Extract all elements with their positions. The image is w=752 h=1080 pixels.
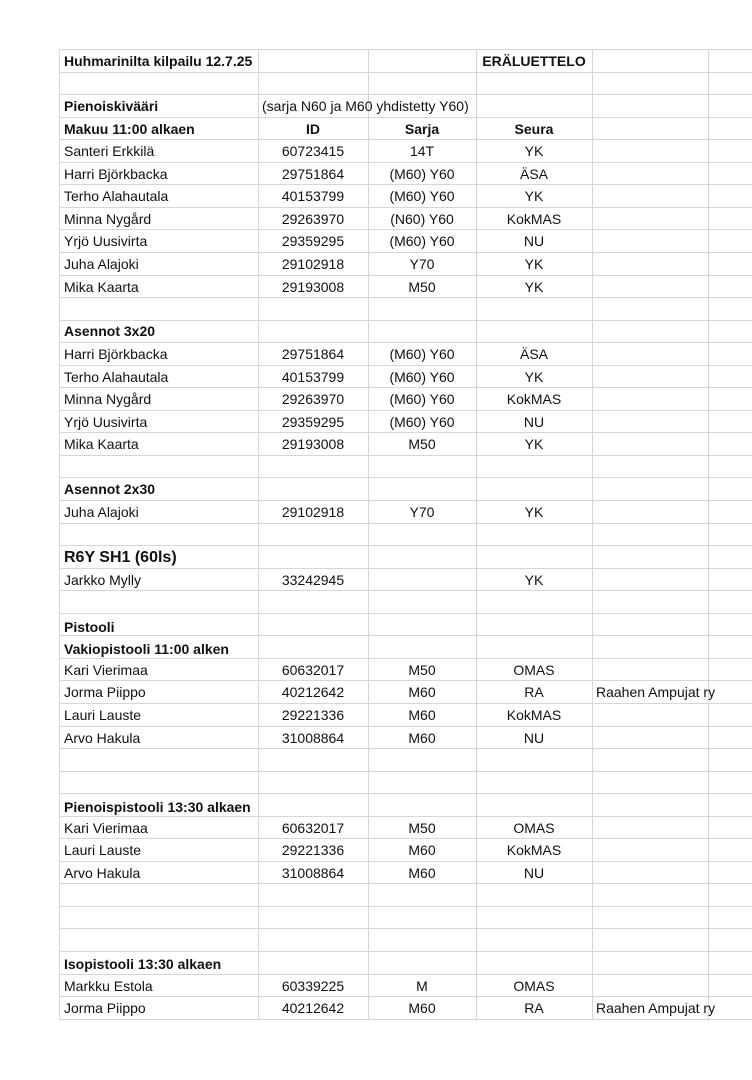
- participant-class[interactable]: [368, 569, 476, 591]
- asennot2x30-title[interactable]: Asennot 2x30: [64, 481, 156, 497]
- participant-class[interactable]: M60: [408, 865, 436, 881]
- participant-club[interactable]: ÄSA: [519, 166, 548, 182]
- participant-club[interactable]: YK: [524, 188, 544, 204]
- participant-club[interactable]: OMAS: [513, 820, 555, 836]
- participant-club[interactable]: KokMAS: [506, 707, 562, 723]
- column-header-id[interactable]: ID: [306, 121, 320, 137]
- grid-vline: [59, 49, 60, 1019]
- participant-club[interactable]: YK: [524, 279, 544, 295]
- participant-id[interactable]: 29221336: [281, 842, 345, 858]
- participant-name[interactable]: Jarkko Mylly: [64, 572, 142, 588]
- participant-id[interactable]: 60632017: [281, 662, 345, 678]
- participant-class[interactable]: (M60) Y60: [389, 188, 455, 204]
- participant-club[interactable]: OMAS: [513, 662, 555, 678]
- participant-club[interactable]: NU: [523, 865, 545, 881]
- participant-class[interactable]: (M60) Y60: [389, 166, 455, 182]
- participant-id[interactable]: 29359295: [281, 414, 345, 430]
- participant-name[interactable]: Harri Björkbacka: [64, 346, 168, 362]
- grid-hline: [59, 477, 752, 478]
- participant-class[interactable]: (M60) Y60: [389, 369, 455, 385]
- grid-hline: [59, 523, 752, 524]
- participant-club[interactable]: KokMAS: [506, 391, 562, 407]
- participant-class[interactable]: (N60) Y60: [390, 211, 454, 227]
- participant-id[interactable]: 29263970: [281, 391, 345, 407]
- grid-hline: [59, 320, 752, 321]
- participant-class[interactable]: (M60) Y60: [389, 414, 455, 430]
- participant-club-note[interactable]: Raahen Ampujat ry: [596, 684, 716, 700]
- participant-class[interactable]: M50: [408, 662, 436, 678]
- asennot3x20-title[interactable]: Asennot 3x20: [64, 323, 156, 339]
- participant-name[interactable]: Jorma Piippo: [64, 1000, 146, 1016]
- participant-id[interactable]: 29751864: [281, 346, 345, 362]
- participant-name[interactable]: Juha Alajoki: [64, 504, 139, 520]
- participant-name[interactable]: Lauri Lauste: [64, 842, 142, 858]
- participant-id[interactable]: 29263970: [281, 211, 345, 227]
- participant-club[interactable]: KokMAS: [506, 211, 562, 227]
- grid-hline: [59, 771, 752, 772]
- participant-name[interactable]: Harri Björkbacka: [64, 166, 168, 182]
- participant-club[interactable]: RA: [524, 684, 544, 700]
- grid-vline: [592, 49, 593, 1019]
- participant-name[interactable]: Minna Nygård: [64, 391, 152, 407]
- participant-club[interactable]: OMAS: [513, 978, 555, 994]
- isopistooli-title[interactable]: Isopistooli 13:30 alkaen: [64, 956, 222, 972]
- participant-class[interactable]: (M60) Y60: [389, 391, 455, 407]
- sheet-title[interactable]: Huhmarinilta kilpailu 12.7.25: [64, 53, 253, 69]
- participant-club[interactable]: YK: [524, 143, 544, 159]
- participant-id[interactable]: 29751864: [281, 166, 345, 182]
- participant-class[interactable]: M50: [408, 279, 436, 295]
- participant-id[interactable]: 29193008: [281, 436, 345, 452]
- grid-hline: [59, 1019, 752, 1020]
- grid-hline: [59, 906, 752, 907]
- participant-name[interactable]: Arvo Hakula: [64, 730, 141, 746]
- participant-id[interactable]: 40153799: [281, 188, 345, 204]
- grid-hline: [59, 951, 752, 952]
- participant-id[interactable]: 31008864: [281, 730, 345, 746]
- column-header-class[interactable]: Sarja: [404, 121, 440, 137]
- participant-class[interactable]: M50: [408, 820, 436, 836]
- participant-name[interactable]: Arvo Hakula: [64, 865, 141, 881]
- participant-class[interactable]: M50: [408, 436, 436, 452]
- participant-club[interactable]: NU: [523, 233, 545, 249]
- participant-class[interactable]: 14T: [409, 143, 435, 159]
- participant-class[interactable]: M: [416, 978, 428, 994]
- participant-name[interactable]: Lauri Lauste: [64, 707, 142, 723]
- participant-class[interactable]: M60: [408, 684, 436, 700]
- participant-club[interactable]: NU: [523, 730, 545, 746]
- participant-name[interactable]: Kari Vierimaa: [64, 820, 148, 836]
- participant-id[interactable]: 29193008: [281, 279, 345, 295]
- participant-name[interactable]: Kari Vierimaa: [64, 662, 148, 678]
- participant-name[interactable]: Terho Alahautala: [64, 188, 169, 204]
- grid-vline: [708, 49, 709, 1019]
- participant-name[interactable]: Markku Estola: [64, 978, 153, 994]
- participant-id[interactable]: 29359295: [281, 233, 345, 249]
- participant-club[interactable]: ÄSA: [519, 346, 548, 362]
- participant-club[interactable]: KokMAS: [506, 842, 562, 858]
- participant-class[interactable]: M60: [408, 1000, 436, 1016]
- grid-hline: [59, 635, 752, 636]
- participant-club[interactable]: NU: [523, 414, 545, 430]
- participant-club[interactable]: YK: [524, 256, 544, 272]
- participant-name[interactable]: Mika Kaarta: [64, 279, 139, 295]
- pienoispistooli-title[interactable]: Pienoispistooli 13:30 alkaen: [64, 799, 251, 815]
- participant-class[interactable]: Y70: [409, 256, 435, 272]
- participant-class[interactable]: (M60) Y60: [389, 346, 455, 362]
- participant-name[interactable]: Yrjö Uusivirta: [64, 414, 148, 430]
- section-rifle-title[interactable]: Pienoiskivääri: [64, 98, 159, 114]
- participant-name[interactable]: Santeri Erkkilä: [64, 143, 155, 159]
- participant-id[interactable]: 40212642: [281, 684, 345, 700]
- participant-id[interactable]: 60339225: [281, 978, 345, 994]
- participant-id[interactable]: 33242945: [281, 572, 345, 588]
- participant-class[interactable]: M60: [408, 707, 436, 723]
- participant-id[interactable]: 29221336: [281, 707, 345, 723]
- participant-class[interactable]: M60: [408, 842, 436, 858]
- r6y-title[interactable]: R6Y SH1 (60ls): [64, 549, 177, 566]
- grid-hline: [59, 928, 752, 929]
- participant-club[interactable]: YK: [524, 504, 544, 520]
- participant-name[interactable]: Terho Alahautala: [64, 369, 169, 385]
- participant-name[interactable]: Juha Alajoki: [64, 256, 139, 272]
- list-title[interactable]: ERÄLUETTELO: [482, 53, 586, 69]
- section-rifle-note[interactable]: (sarja N60 ja M60 yhdistetty Y60): [262, 98, 469, 114]
- grid-hline: [59, 545, 752, 546]
- participant-club[interactable]: YK: [524, 436, 544, 452]
- participant-name[interactable]: Minna Nygård: [64, 211, 152, 227]
- participant-id[interactable]: 31008864: [281, 865, 345, 881]
- participant-id[interactable]: 40212642: [281, 1000, 345, 1016]
- makuu-title[interactable]: Makuu 11:00 alkaen: [64, 121, 195, 137]
- participant-name[interactable]: Yrjö Uusivirta: [64, 233, 148, 249]
- grid-hline: [59, 455, 752, 456]
- participant-club[interactable]: RA: [524, 1000, 544, 1016]
- participant-club[interactable]: YK: [524, 369, 544, 385]
- participant-id[interactable]: 60723415: [281, 143, 345, 159]
- section-pistol-title[interactable]: Pistooli: [64, 619, 115, 635]
- vakiopistooli-title[interactable]: Vakiopistooli 11:00 alken: [64, 641, 229, 657]
- participant-class[interactable]: M60: [408, 730, 436, 746]
- column-header-club[interactable]: Seura: [514, 121, 554, 137]
- grid-hline: [59, 793, 752, 794]
- participant-club-note[interactable]: Raahen Ampujat ry: [596, 1000, 716, 1016]
- participant-id[interactable]: 29102918: [281, 504, 345, 520]
- participant-id[interactable]: 29102918: [281, 256, 345, 272]
- participant-class[interactable]: Y70: [409, 504, 435, 520]
- grid-hline: [59, 613, 752, 614]
- participant-name[interactable]: Jorma Piippo: [64, 684, 146, 700]
- participant-id[interactable]: 40153799: [281, 369, 345, 385]
- grid-hline: [59, 72, 752, 73]
- participant-id[interactable]: 60632017: [281, 820, 345, 836]
- participant-name[interactable]: Mika Kaarta: [64, 436, 139, 452]
- participant-class[interactable]: (M60) Y60: [389, 233, 455, 249]
- participant-club[interactable]: YK: [524, 572, 544, 588]
